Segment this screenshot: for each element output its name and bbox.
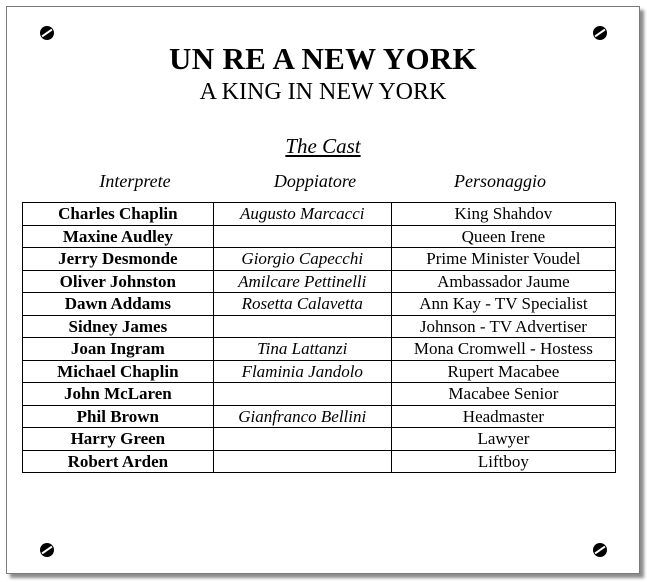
cast-plaque — [6, 6, 640, 574]
actor-cell: Joan Ingram — [23, 338, 214, 361]
plaque-subtitle: A KING IN NEW YORK — [199, 79, 447, 105]
dubber-cell — [213, 315, 391, 338]
actor-cell: Jerry Desmonde — [23, 248, 214, 271]
dubber-cell: Tina Lattanzi — [213, 338, 391, 361]
actor-cell: Oliver Johnston — [23, 270, 214, 293]
character-cell: Headmaster — [391, 405, 615, 428]
actor-cell: Phil Brown — [23, 405, 214, 428]
table-row — [23, 270, 616, 293]
dubber-cell — [213, 428, 391, 451]
character-cell: Liftboy — [391, 450, 615, 473]
column-header-dubber: Doppiatore — [273, 171, 357, 191]
character-cell: Macabee Senior — [391, 383, 615, 406]
cast-heading: The Cast — [285, 134, 361, 158]
screw-icon — [593, 543, 607, 557]
dubber-cell: Giorgio Capecchi — [213, 248, 391, 271]
table-row — [23, 248, 616, 271]
dubber-cell: Gianfranco Bellini — [213, 405, 391, 428]
column-header-character: Personaggio — [454, 171, 546, 191]
actor-cell: Harry Green — [23, 428, 214, 451]
actor-cell: Charles Chaplin — [23, 203, 214, 226]
actor-cell: Dawn Addams — [23, 293, 214, 316]
dubber-cell — [213, 225, 391, 248]
actor-cell: John McLaren — [23, 383, 214, 406]
table-row — [23, 338, 616, 361]
character-cell: Prime Minister Voudel — [391, 248, 615, 271]
table-row — [23, 360, 616, 383]
character-cell: Ambassador Jaume — [391, 270, 615, 293]
screw-icon — [593, 26, 607, 40]
actor-cell: Michael Chaplin — [23, 360, 214, 383]
character-cell: King Shahdov — [391, 203, 615, 226]
dubber-cell: Rosetta Calavetta — [213, 293, 391, 316]
character-cell: Johnson - TV Advertiser — [391, 315, 615, 338]
actor-cell: Sidney James — [23, 315, 214, 338]
table-row — [23, 450, 616, 473]
screw-icon — [40, 543, 54, 557]
screw-icon — [40, 26, 54, 40]
column-header-actor: Interprete — [99, 171, 171, 191]
table-row — [23, 293, 616, 316]
character-cell: Lawyer — [391, 428, 615, 451]
character-cell: Mona Cromwell - Hostess — [391, 338, 615, 361]
dubber-cell: Amilcare Pettinelli — [213, 270, 391, 293]
table-row — [23, 383, 616, 406]
character-cell: Queen Irene — [391, 225, 615, 248]
table-row — [23, 428, 616, 451]
cast-table — [22, 202, 616, 473]
character-cell: Ann Kay - TV Specialist — [391, 293, 615, 316]
table-row — [23, 315, 616, 338]
dubber-cell: Augusto Marcacci — [213, 203, 391, 226]
table-row — [23, 225, 616, 248]
character-cell: Rupert Macabee — [391, 360, 615, 383]
dubber-cell: Flaminia Jandolo — [213, 360, 391, 383]
plaque-title: UN RE A NEW YORK — [169, 41, 477, 76]
table-row — [23, 405, 616, 428]
dubber-cell — [213, 450, 391, 473]
actor-cell: Robert Arden — [23, 450, 214, 473]
actor-cell: Maxine Audley — [23, 225, 214, 248]
table-row — [23, 203, 616, 226]
dubber-cell — [213, 383, 391, 406]
